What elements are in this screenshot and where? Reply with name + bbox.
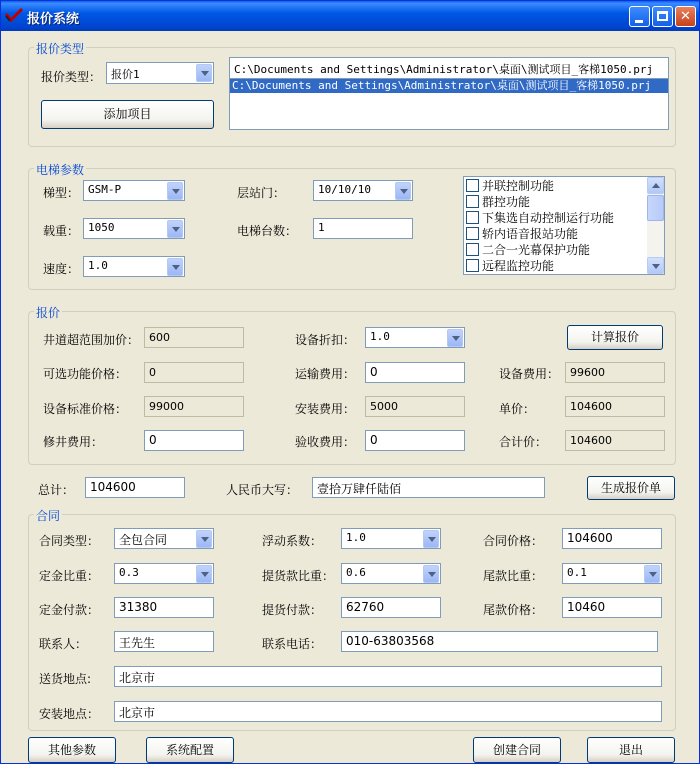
checkbox-icon[interactable] [466,227,479,240]
float-factor-value: 1.0 [346,531,366,544]
feature-item[interactable] [466,226,578,242]
final-ratio-value: 0.1 [567,566,587,579]
scroll-up-icon[interactable] [647,177,664,194]
install-location-input[interactable]: 北京市 [114,701,662,722]
phone-input[interactable]: 010-63803568 [341,631,658,652]
deposit-ratio-value: 0.3 [119,566,139,579]
quote-type-select[interactable] [106,62,214,84]
chevron-down-icon[interactable] [196,64,212,82]
pickup-ratio-label: 提货款比重： [262,569,335,583]
delivery-location-input[interactable]: 北京市 [114,666,662,687]
speed-select[interactable] [83,256,185,277]
quote-type-label: 报价类型： [41,70,102,84]
load-value: 1050 [88,221,115,234]
acceptance-cost-input[interactable]: 0 [365,430,465,451]
acceptance-cost-label: 验收费用： [295,435,356,449]
chevron-down-icon[interactable] [644,565,660,583]
system-config-button[interactable]: 系统配置 [146,737,234,763]
feature-label: 下集选自动控制运行功能 [482,211,615,225]
quote-type-value: 报价1 [111,68,140,81]
optional-price-value: 0 [144,362,244,383]
transport-cost-label: 运输费用： [295,367,356,381]
checkmark-app-icon [5,8,23,24]
pickup-ratio-select[interactable] [341,563,441,584]
elevator-count-input[interactable]: 1 [313,218,413,239]
create-contract-button[interactable]: 创建合同 [473,737,561,763]
float-factor-select[interactable] [341,528,441,549]
repair-cost-label: 修井费用： [43,435,104,449]
shaft-extra-value: 600 [144,327,244,348]
minimize-button[interactable] [629,6,650,27]
deposit-ratio-select[interactable] [114,563,214,584]
load-select[interactable] [83,218,185,239]
final-price-label: 尾款价格： [483,603,544,617]
quote-legend: 报价 [36,306,61,320]
project-path-input[interactable]: C:\Documents and Settings\Administrator\桌面\测试项目_客梯1050.prj [229,57,669,79]
standard-price-label: 设备标准价格： [43,402,128,416]
feature-item[interactable] [466,210,614,226]
chevron-down-icon[interactable] [196,565,212,583]
window-title: 报价系统 [27,12,80,27]
exit-button[interactable]: 退出 [587,737,675,763]
pickup-payment-label: 提货付款： [262,603,323,617]
equipment-cost-label: 设备费用： [499,367,560,381]
scroll-thumb[interactable] [647,195,664,221]
calculate-quote-button[interactable]: 计算报价 [567,325,663,350]
repair-cost-input[interactable]: 0 [144,430,244,451]
checkbox-icon[interactable] [466,211,479,224]
speed-value: 1.0 [88,259,108,272]
final-ratio-select[interactable] [562,563,662,584]
checkbox-icon[interactable] [466,179,479,192]
deposit-payment-label: 定金付款： [39,603,100,617]
delivery-location-label: 送货地点: [39,672,92,686]
equipment-cost-value: 99600 [565,362,665,383]
rmb-uppercase-input[interactable]: 壹拾万肆仟陆佰 [312,477,545,498]
add-project-button[interactable]: 添加项目 [41,100,214,129]
elevator-type-label: 梯型： [43,186,80,200]
final-ratio-label: 尾款比重： [483,569,544,583]
feature-scrollbar[interactable] [647,177,664,274]
transport-cost-input[interactable]: 0 [365,362,465,383]
feature-label: 远程监控功能 [482,259,555,273]
phone-label: 联系电话： [262,637,323,651]
generate-quote-button[interactable]: 生成报价单 [587,476,675,500]
contact-input[interactable]: 王先生 [114,631,214,652]
close-button[interactable]: ✕ [675,6,696,27]
floors-label: 层站门： [237,186,286,200]
feature-item[interactable] [466,242,590,258]
elevator-type-value: GSM-P [88,183,122,196]
chevron-down-icon[interactable] [167,220,183,238]
feature-label: 轿内语音报站功能 [482,227,579,241]
elevator-type-select[interactable] [83,180,185,201]
contract-type-label: 合同类型： [39,534,100,548]
optional-price-label: 可选功能价格： [43,367,128,381]
checkbox-icon[interactable] [466,195,479,208]
shaft-extra-label: 井道超范围加价： [43,333,140,347]
install-cost-value: 5000 [365,396,465,417]
scroll-down-icon[interactable] [647,257,664,274]
feature-label: 群控功能 [482,195,531,209]
checkbox-icon[interactable] [466,259,479,272]
chevron-down-icon[interactable] [423,565,439,583]
feature-checklist[interactable] [463,176,665,275]
feature-label: 二合一光幕保护功能 [482,243,591,257]
chevron-down-icon[interactable] [167,258,183,276]
deposit-ratio-label: 定金比重： [39,569,100,583]
discount-value: 1.0 [370,330,390,343]
float-factor-label: 浮动系数： [262,534,323,548]
chevron-down-icon[interactable] [395,182,411,200]
maximize-button[interactable] [652,6,673,27]
project-list[interactable] [229,78,669,130]
subtotal-label: 合计价： [499,435,548,449]
project-list-item[interactable]: C:\Documents and Settings\Administrator\桌面\测试项目_客梯1050.prj [230,79,668,93]
total-label: 总计： [38,483,75,497]
quote-type-legend: 报价类型 [36,42,85,56]
chevron-down-icon[interactable] [196,530,212,548]
feature-item[interactable] [466,258,554,274]
other-params-button[interactable]: 其他参数 [28,737,116,763]
deposit-payment-input[interactable]: 31380 [114,597,214,618]
load-label: 载重： [43,224,80,238]
feature-item[interactable] [466,178,554,194]
pickup-payment-input[interactable]: 62760 [341,597,441,618]
discount-label: 设备折扣： [295,333,356,347]
standard-price-value: 99000 [144,396,244,417]
feature-item[interactable] [466,194,530,210]
discount-select[interactable] [365,327,465,348]
chevron-down-icon[interactable] [447,329,463,347]
title-bar[interactable] [1,1,699,31]
total-input[interactable]: 104600 [85,477,185,498]
elevator-params-legend: 电梯参数 [36,163,85,177]
install-cost-label: 安装费用： [295,402,356,416]
speed-label: 速度： [43,262,80,276]
chevron-down-icon[interactable] [167,182,183,200]
unit-price-value: 104600 [565,396,665,417]
checkbox-icon[interactable] [466,243,479,256]
contract-type-value: 全包合同 [119,533,168,547]
install-location-label: 安装地点： [39,707,100,721]
feature-label: 并联控制功能 [482,179,555,193]
chevron-down-icon[interactable] [423,530,439,548]
contract-legend: 合同 [36,509,61,523]
subtotal-value: 104600 [565,430,665,451]
final-price-input[interactable]: 10460 [562,597,662,618]
pickup-ratio-value: 0.6 [346,566,366,579]
floors-select[interactable] [313,180,413,201]
floors-value: 10/10/10 [318,183,371,196]
contact-label: 联系人： [39,637,88,651]
elevator-count-label: 电梯台数： [237,224,298,238]
contract-price-input[interactable]: 104600 [562,528,662,549]
unit-price-label: 单价： [499,402,536,416]
rmb-uppercase-label: 人民币大写： [226,483,299,497]
contract-type-select[interactable] [114,528,214,549]
contract-price-label: 合同价格： [483,534,544,548]
